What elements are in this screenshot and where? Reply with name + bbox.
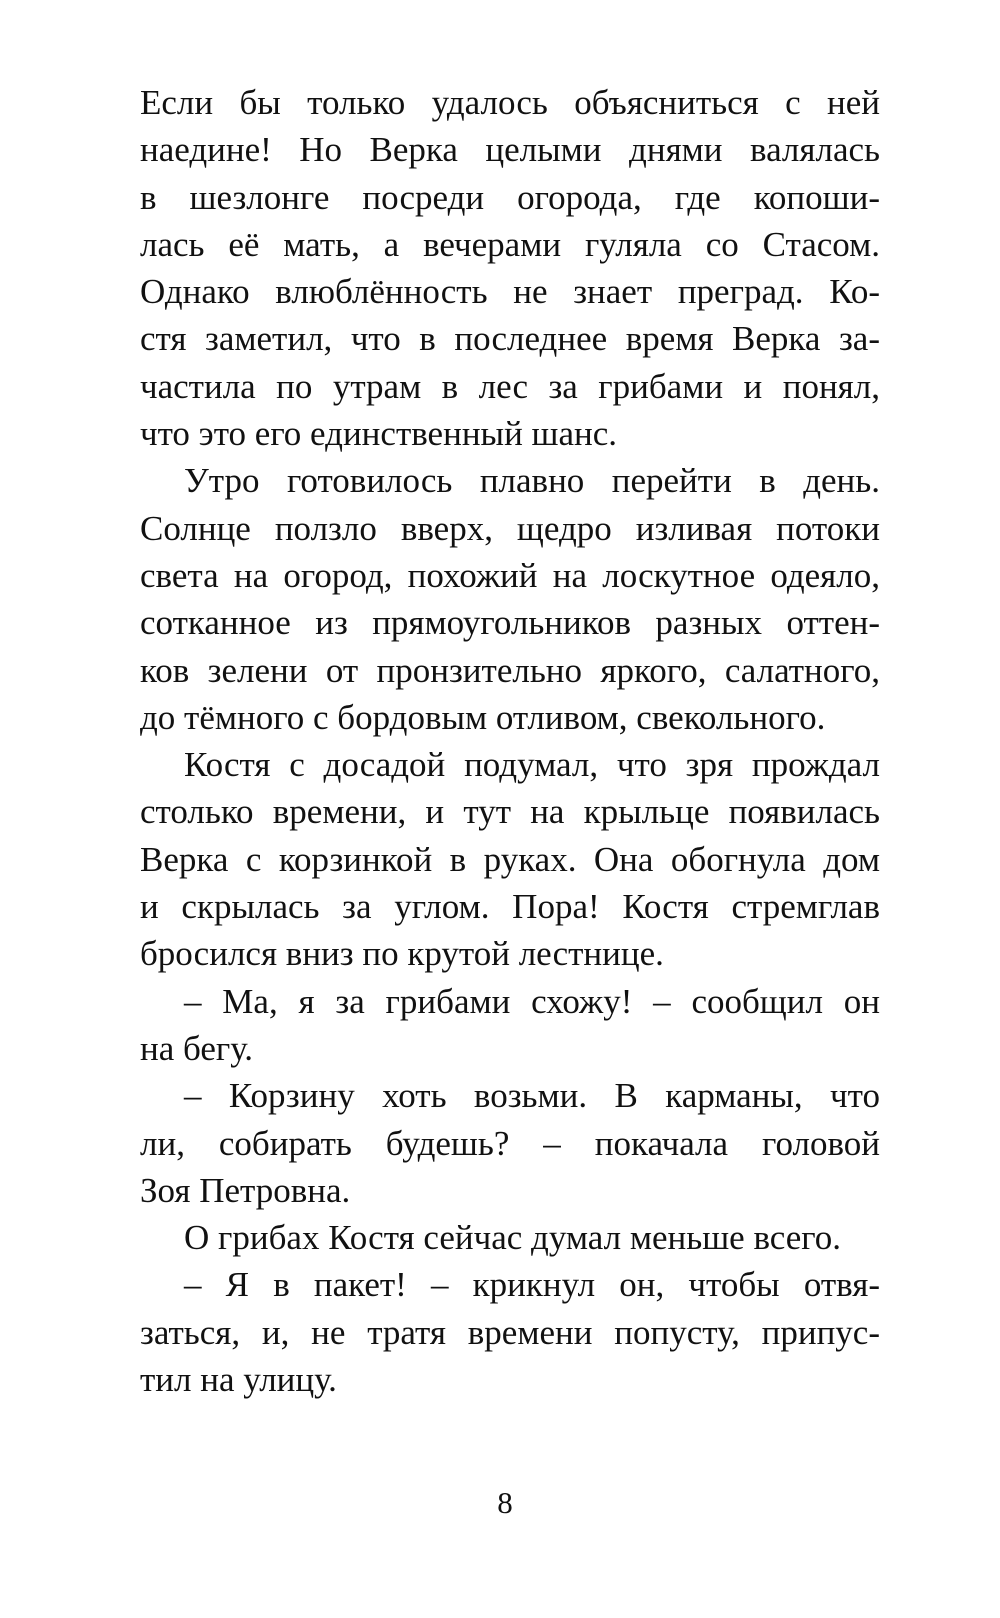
page-number: 8 <box>497 1485 513 1520</box>
text-line: света на огород, похожий на лоскутное одеяло, <box>140 555 880 595</box>
text-line: частила по утрам в лес за грибами и понял, <box>140 366 880 406</box>
text-line: Если бы только удалось объясниться с ней <box>140 83 880 122</box>
text-line: лась её мать, а вечерами гуляла со Стасом. <box>140 224 880 264</box>
text-line: до тёмного с бордовым отливом, свекольного. <box>140 697 826 737</box>
text-line: заться, и, не тратя времени попусту, припус- <box>140 1312 880 1352</box>
body-text <box>140 79 880 1403</box>
text-line: и скрылась за углом. Пора! Костя стремглав <box>140 887 880 927</box>
text-line: что это его единственный шанс. <box>140 414 618 454</box>
text-line: бросился вниз по крутой лестнице. <box>140 934 664 974</box>
text-line: Костя с досадой подумал, что зря прождал <box>184 745 880 785</box>
text-line: наедине! Но Верка целыми днями валялась <box>140 130 880 170</box>
text-line: тил на улицу. <box>140 1360 337 1400</box>
text-line: ли, собирать будешь? – покачала головой <box>140 1123 880 1163</box>
text-line: – Корзину хоть возьми. В карманы, что <box>184 1076 880 1116</box>
text-line: на бегу. <box>140 1028 253 1068</box>
text-line: ков зелени от пронзительно яркого, салатного, <box>140 650 880 690</box>
text-line: в шезлонге посреди огорода, где копоши- <box>140 177 880 217</box>
text-line: Верка с корзинкой в руках. Она обогнула дом <box>140 839 880 879</box>
text-line: О грибах Костя сейчас думал меньше всего. <box>184 1218 842 1258</box>
text-line: – Я в пакет! – крикнул он, чтобы отвя- <box>184 1265 880 1305</box>
text-line: Зоя Петровна. <box>140 1170 351 1210</box>
text-line: – Ма, я за грибами схожу! – сообщил он <box>184 981 880 1021</box>
text-line: Однако влюблённость не знает преград. Ко- <box>140 272 880 312</box>
text-line: стя заметил, что в последнее время Верка за- <box>140 319 880 359</box>
text-line: Солнце ползло вверх, щедро изливая потоки <box>140 508 880 548</box>
text-line: Утро готовилось плавно перейти в день. <box>184 461 880 501</box>
text-line: сотканное из прямоугольников разных оттен- <box>140 603 880 643</box>
text-line: столько времени, и тут на крыльце появилась <box>140 792 880 832</box>
